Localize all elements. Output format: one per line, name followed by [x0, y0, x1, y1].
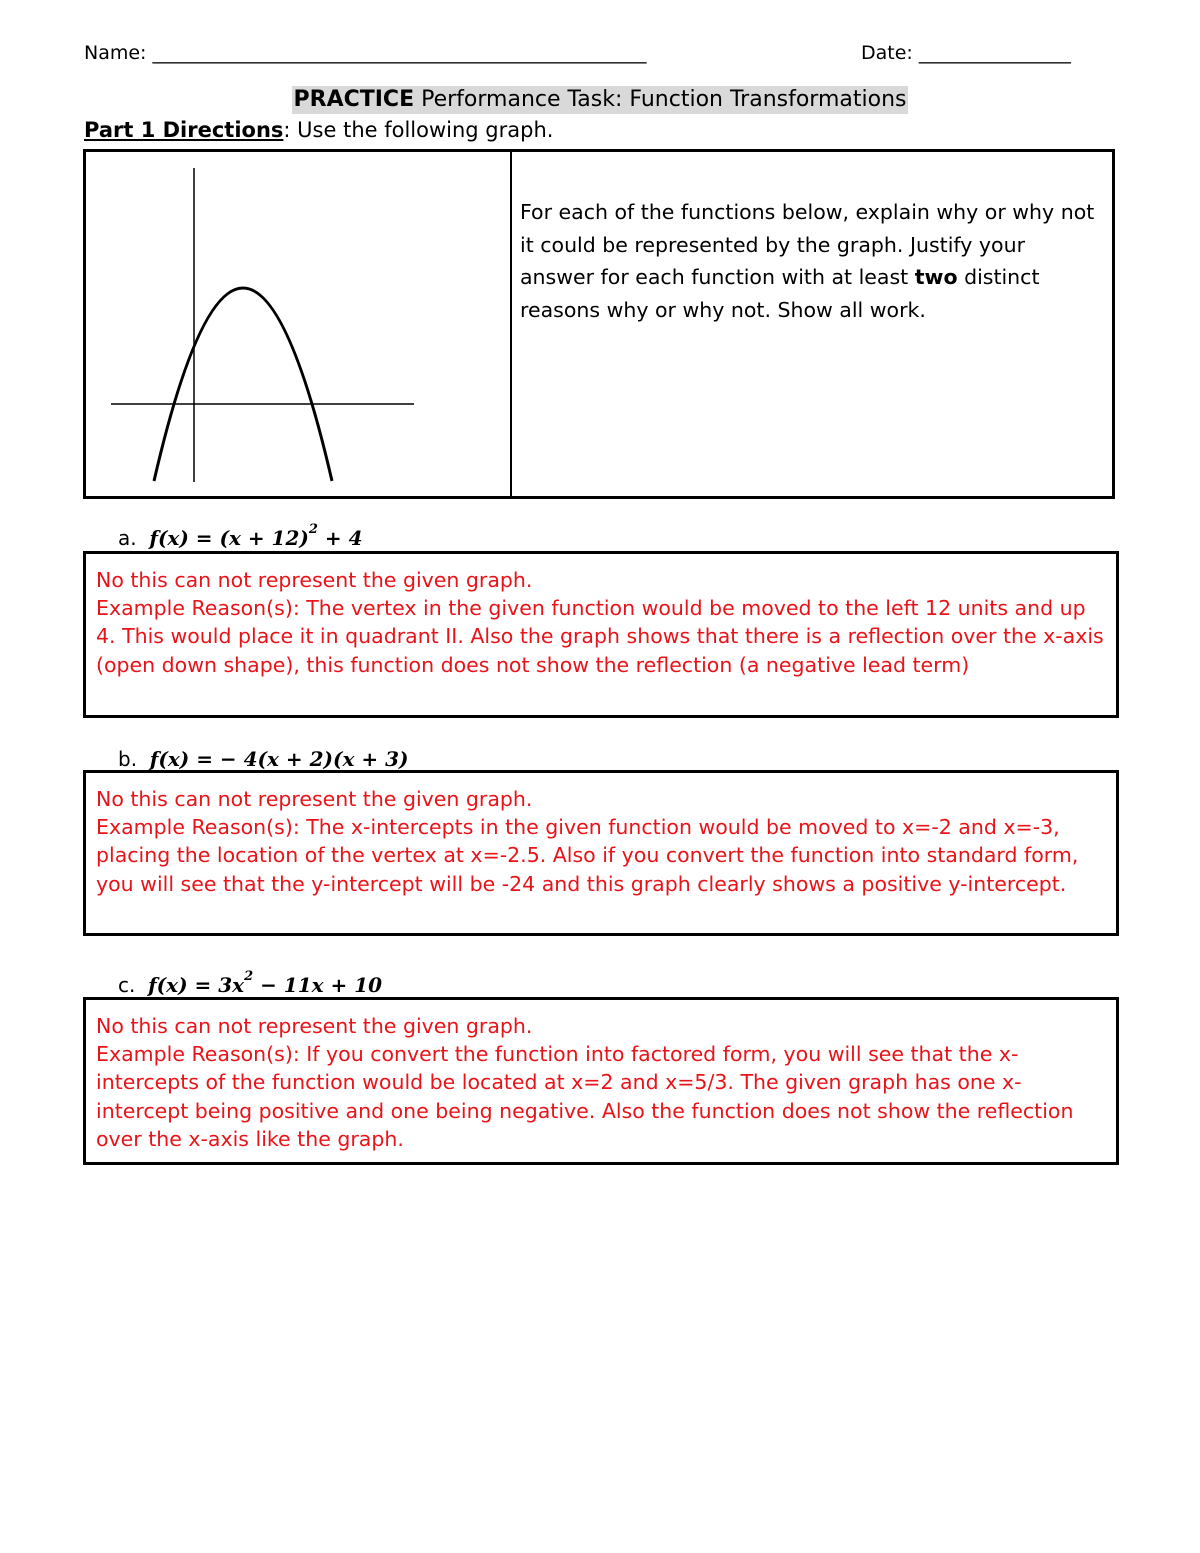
- question-formula: [150, 747, 409, 771]
- formula-tail: − 11x + 10: [253, 973, 383, 997]
- answer-reason: Example Reason(s): The vertex in the given function would be moved to the left 12 units and up 4. This would place it in quadrant II. Also the graph shows that there is a reflection over the x-axis (open down shape), this function does not show the reflection (a negative lead term): [96, 596, 1104, 677]
- instructions-bold: two: [914, 265, 958, 289]
- formula-exponent: 2: [308, 522, 318, 538]
- question-c-label: [118, 969, 383, 997]
- formula-tail: + 4: [317, 526, 363, 550]
- title-rest: Performance Task: Function Transformations: [414, 87, 907, 112]
- answer-a-text: [96, 566, 1106, 679]
- instructions-text: [520, 196, 1105, 326]
- instructions-part-2: distinct reasons why or why not. Show all work.: [520, 265, 1040, 322]
- formula-main: f(x) = 3x: [148, 973, 245, 997]
- parabola-graph: [86, 152, 510, 496]
- page-title: [292, 86, 909, 114]
- answer-b-text: [96, 785, 1106, 898]
- formula-main: f(x) = (x + 12): [149, 526, 309, 550]
- formula-exponent: 2: [244, 969, 254, 985]
- graph-table: [83, 149, 1115, 499]
- question-b-label: [118, 747, 408, 771]
- title-bold: PRACTICE: [293, 87, 415, 112]
- directions-text: : Use the following graph.: [283, 118, 554, 142]
- answer-box-b: [83, 770, 1119, 936]
- name-field-label: Name: ____________________________________________________: [84, 42, 647, 64]
- question-letter: a.: [118, 526, 137, 550]
- question-letter: c.: [118, 973, 136, 997]
- date-field-label: Date: ________________: [861, 42, 1071, 64]
- answer-box-c: [83, 997, 1119, 1165]
- question-formula: [148, 969, 383, 997]
- directions-label: Part 1 Directions: [84, 118, 284, 142]
- answer-verdict: No this can not represent the given graph.: [96, 568, 533, 592]
- question-a-label: [118, 522, 363, 550]
- instructions-part-1: For each of the functions below, explain why or why not it could be represented by the graph. Justify your answer for each function with at least: [520, 200, 1095, 289]
- answer-verdict: No this can not represent the given graph.: [96, 1014, 533, 1038]
- title-row: [0, 86, 1200, 114]
- answer-reason: Example Reason(s): The x-intercepts in the given function would be moved to x=-2 and x=-3, placing the location of the vertex at x=-2.5. Also if you convert the function into standard form, you will see that the y-intercept will be -24 and this graph clearly shows a positive y-intercept.: [96, 815, 1079, 896]
- answer-reason: Example Reason(s): If you convert the function into factored form, you will see that the x-intercepts of the function would be located at x=2 and x=5/3. The given graph has one x-intercept being positive and one being negative. Also the function does not show the reflection over the x-axis like the graph.: [96, 1042, 1074, 1151]
- formula-main: f(x) = − 4(x + 2)(x + 3): [149, 747, 409, 771]
- parabola-curve: [154, 288, 332, 481]
- graph-cell: [86, 152, 512, 496]
- answer-c-text: [96, 1012, 1106, 1153]
- question-letter: b.: [118, 747, 138, 771]
- answer-box-a: [83, 551, 1119, 718]
- part-1-directions: [84, 118, 553, 142]
- question-formula: [149, 522, 363, 550]
- answer-verdict: No this can not represent the given graph.: [96, 787, 533, 811]
